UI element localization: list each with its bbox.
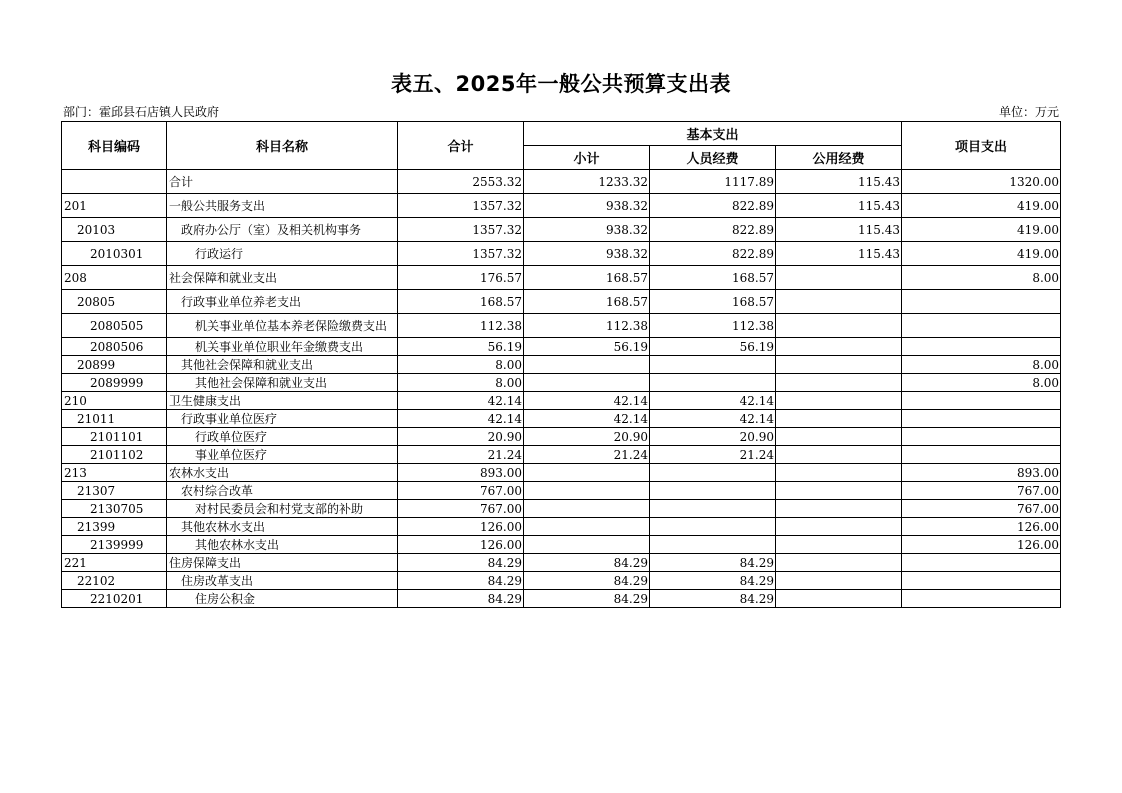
cell-name: 政府办公厅（室）及相关机构事务 bbox=[167, 218, 398, 242]
cell-total: 767.00 bbox=[398, 482, 524, 500]
cell-name: 机关事业单位职业年金缴费支出 bbox=[167, 338, 398, 356]
cell-personnel bbox=[650, 500, 776, 518]
table-row bbox=[62, 500, 1061, 518]
cell-public: 115.43 bbox=[776, 218, 902, 242]
table-row bbox=[62, 518, 1061, 536]
cell-personnel: 20.90 bbox=[650, 428, 776, 446]
cell-subtotal: 84.29 bbox=[524, 572, 650, 590]
cell-subtotal: 20.90 bbox=[524, 428, 650, 446]
cell-name: 行政事业单位医疗 bbox=[167, 410, 398, 428]
cell-project bbox=[902, 338, 1061, 356]
cell-project: 893.00 bbox=[902, 464, 1061, 482]
cell-total: 2553.32 bbox=[398, 170, 524, 194]
cell-personnel: 56.19 bbox=[650, 338, 776, 356]
cell-public bbox=[776, 356, 902, 374]
cell-total: 893.00 bbox=[398, 464, 524, 482]
cell-project: 8.00 bbox=[902, 374, 1061, 392]
cell-public: 115.43 bbox=[776, 170, 902, 194]
cell-personnel: 168.57 bbox=[650, 290, 776, 314]
table-row bbox=[62, 356, 1061, 374]
cell-project bbox=[902, 314, 1061, 338]
table-row bbox=[62, 482, 1061, 500]
cell-personnel: 1117.89 bbox=[650, 170, 776, 194]
cell-personnel: 84.29 bbox=[650, 554, 776, 572]
cell-code: 213 bbox=[62, 464, 167, 482]
cell-name: 行政单位医疗 bbox=[167, 428, 398, 446]
cell-public: 115.43 bbox=[776, 194, 902, 218]
cell-public bbox=[776, 410, 902, 428]
cell-name: 住房公积金 bbox=[167, 590, 398, 608]
header-total: 合计 bbox=[398, 122, 524, 170]
cell-public bbox=[776, 554, 902, 572]
cell-personnel bbox=[650, 374, 776, 392]
cell-public bbox=[776, 392, 902, 410]
cell-project: 419.00 bbox=[902, 194, 1061, 218]
cell-project bbox=[902, 554, 1061, 572]
cell-personnel bbox=[650, 536, 776, 554]
cell-subtotal: 56.19 bbox=[524, 338, 650, 356]
cell-subtotal: 938.32 bbox=[524, 218, 650, 242]
cell-total: 42.14 bbox=[398, 410, 524, 428]
cell-name: 其他社会保障和就业支出 bbox=[167, 356, 398, 374]
table-row bbox=[62, 392, 1061, 410]
cell-code: 2010301 bbox=[62, 242, 167, 266]
cell-public bbox=[776, 518, 902, 536]
cell-public bbox=[776, 446, 902, 464]
header-basic: 基本支出 bbox=[524, 122, 902, 146]
cell-code: 2089999 bbox=[62, 374, 167, 392]
cell-project: 1320.00 bbox=[902, 170, 1061, 194]
cell-code: 208 bbox=[62, 266, 167, 290]
cell-code: 2210201 bbox=[62, 590, 167, 608]
cell-code: 20899 bbox=[62, 356, 167, 374]
cell-personnel bbox=[650, 518, 776, 536]
cell-total: 21.24 bbox=[398, 446, 524, 464]
cell-total: 1357.32 bbox=[398, 194, 524, 218]
table-row bbox=[62, 218, 1061, 242]
cell-personnel: 84.29 bbox=[650, 572, 776, 590]
table-row bbox=[62, 374, 1061, 392]
cell-subtotal: 168.57 bbox=[524, 266, 650, 290]
cell-code: 20103 bbox=[62, 218, 167, 242]
cell-public bbox=[776, 572, 902, 590]
cell-code: 201 bbox=[62, 194, 167, 218]
cell-subtotal: 42.14 bbox=[524, 410, 650, 428]
cell-total: 176.57 bbox=[398, 266, 524, 290]
cell-subtotal bbox=[524, 518, 650, 536]
cell-total: 84.29 bbox=[398, 590, 524, 608]
header-personnel: 人员经费 bbox=[650, 146, 776, 170]
cell-subtotal bbox=[524, 536, 650, 554]
page-title: 表五、2025年一般公共预算支出表 bbox=[391, 72, 731, 96]
cell-subtotal: 84.29 bbox=[524, 554, 650, 572]
cell-personnel bbox=[650, 482, 776, 500]
cell-code: 21011 bbox=[62, 410, 167, 428]
cell-personnel bbox=[650, 464, 776, 482]
cell-project: 8.00 bbox=[902, 356, 1061, 374]
cell-name: 农林水支出 bbox=[167, 464, 398, 482]
cell-name: 合计 bbox=[167, 170, 398, 194]
cell-subtotal bbox=[524, 356, 650, 374]
budget-table bbox=[61, 121, 1061, 608]
header-code: 科目编码 bbox=[62, 122, 167, 170]
cell-public bbox=[776, 464, 902, 482]
table-row bbox=[62, 170, 1061, 194]
cell-code: 2101102 bbox=[62, 446, 167, 464]
cell-name: 其他农林水支出 bbox=[167, 536, 398, 554]
cell-code: 2130705 bbox=[62, 500, 167, 518]
cell-name: 住房改革支出 bbox=[167, 572, 398, 590]
cell-name: 住房保障支出 bbox=[167, 554, 398, 572]
cell-subtotal: 84.29 bbox=[524, 590, 650, 608]
cell-code: 221 bbox=[62, 554, 167, 572]
cell-subtotal: 112.38 bbox=[524, 314, 650, 338]
cell-personnel: 21.24 bbox=[650, 446, 776, 464]
cell-public bbox=[776, 314, 902, 338]
cell-name: 其他农林水支出 bbox=[167, 518, 398, 536]
table-row bbox=[62, 464, 1061, 482]
cell-project bbox=[902, 446, 1061, 464]
cell-subtotal: 938.32 bbox=[524, 194, 650, 218]
table-row bbox=[62, 290, 1061, 314]
cell-project bbox=[902, 428, 1061, 446]
cell-public bbox=[776, 338, 902, 356]
cell-name: 行政事业单位养老支出 bbox=[167, 290, 398, 314]
cell-name: 对村民委员会和村党支部的补助 bbox=[167, 500, 398, 518]
cell-code: 2139999 bbox=[62, 536, 167, 554]
cell-code: 20805 bbox=[62, 290, 167, 314]
cell-personnel: 168.57 bbox=[650, 266, 776, 290]
cell-total: 168.57 bbox=[398, 290, 524, 314]
header-project: 项目支出 bbox=[902, 122, 1061, 170]
cell-subtotal bbox=[524, 500, 650, 518]
cell-code: 22102 bbox=[62, 572, 167, 590]
cell-code: 2101101 bbox=[62, 428, 167, 446]
cell-total: 126.00 bbox=[398, 518, 524, 536]
cell-personnel: 84.29 bbox=[650, 590, 776, 608]
table-row bbox=[62, 536, 1061, 554]
cell-project: 126.00 bbox=[902, 518, 1061, 536]
table-row bbox=[62, 242, 1061, 266]
cell-name: 一般公共服务支出 bbox=[167, 194, 398, 218]
cell-total: 56.19 bbox=[398, 338, 524, 356]
cell-subtotal: 42.14 bbox=[524, 392, 650, 410]
table-row bbox=[62, 554, 1061, 572]
table-row bbox=[62, 314, 1061, 338]
cell-total: 84.29 bbox=[398, 572, 524, 590]
cell-project: 767.00 bbox=[902, 482, 1061, 500]
cell-public bbox=[776, 428, 902, 446]
cell-personnel: 42.14 bbox=[650, 410, 776, 428]
cell-name: 社会保障和就业支出 bbox=[167, 266, 398, 290]
cell-subtotal: 1233.32 bbox=[524, 170, 650, 194]
cell-name: 其他社会保障和就业支出 bbox=[167, 374, 398, 392]
cell-public bbox=[776, 500, 902, 518]
header-public: 公用经费 bbox=[776, 146, 902, 170]
cell-subtotal bbox=[524, 374, 650, 392]
cell-project: 126.00 bbox=[902, 536, 1061, 554]
cell-total: 1357.32 bbox=[398, 218, 524, 242]
cell-total: 126.00 bbox=[398, 536, 524, 554]
table-row bbox=[62, 590, 1061, 608]
cell-public bbox=[776, 374, 902, 392]
cell-total: 42.14 bbox=[398, 392, 524, 410]
cell-name: 行政运行 bbox=[167, 242, 398, 266]
cell-project bbox=[902, 590, 1061, 608]
table-row bbox=[62, 410, 1061, 428]
cell-total: 767.00 bbox=[398, 500, 524, 518]
cell-code bbox=[62, 170, 167, 194]
header-subtotal: 小计 bbox=[524, 146, 650, 170]
cell-project bbox=[902, 572, 1061, 590]
cell-code: 2080506 bbox=[62, 338, 167, 356]
cell-project bbox=[902, 410, 1061, 428]
unit-label: 单位：万元 bbox=[998, 105, 1059, 119]
department-label: 部门：霍邱县石店镇人民政府 bbox=[63, 105, 220, 119]
cell-name: 卫生健康支出 bbox=[167, 392, 398, 410]
cell-project bbox=[902, 290, 1061, 314]
cell-personnel: 822.89 bbox=[650, 194, 776, 218]
cell-subtotal bbox=[524, 464, 650, 482]
cell-code: 21399 bbox=[62, 518, 167, 536]
cell-subtotal: 168.57 bbox=[524, 290, 650, 314]
cell-public bbox=[776, 590, 902, 608]
table-body bbox=[62, 170, 1061, 608]
cell-total: 20.90 bbox=[398, 428, 524, 446]
cell-subtotal bbox=[524, 482, 650, 500]
cell-public bbox=[776, 290, 902, 314]
table-row bbox=[62, 266, 1061, 290]
cell-personnel: 42.14 bbox=[650, 392, 776, 410]
cell-public bbox=[776, 482, 902, 500]
table-row bbox=[62, 194, 1061, 218]
cell-total: 8.00 bbox=[398, 356, 524, 374]
table-row bbox=[62, 446, 1061, 464]
cell-project: 419.00 bbox=[902, 218, 1061, 242]
cell-personnel: 822.89 bbox=[650, 218, 776, 242]
cell-project: 8.00 bbox=[902, 266, 1061, 290]
cell-public: 115.43 bbox=[776, 242, 902, 266]
cell-total: 112.38 bbox=[398, 314, 524, 338]
table-row bbox=[62, 338, 1061, 356]
cell-total: 8.00 bbox=[398, 374, 524, 392]
cell-project: 767.00 bbox=[902, 500, 1061, 518]
header-name: 科目名称 bbox=[167, 122, 398, 170]
cell-name: 机关事业单位基本养老保险缴费支出 bbox=[167, 314, 398, 338]
cell-name: 农村综合改革 bbox=[167, 482, 398, 500]
table-row bbox=[62, 572, 1061, 590]
cell-project bbox=[902, 392, 1061, 410]
cell-code: 210 bbox=[62, 392, 167, 410]
cell-code: 2080505 bbox=[62, 314, 167, 338]
cell-name: 事业单位医疗 bbox=[167, 446, 398, 464]
cell-total: 1357.32 bbox=[398, 242, 524, 266]
cell-public bbox=[776, 536, 902, 554]
cell-personnel: 822.89 bbox=[650, 242, 776, 266]
cell-subtotal: 938.32 bbox=[524, 242, 650, 266]
cell-total: 84.29 bbox=[398, 554, 524, 572]
cell-subtotal: 21.24 bbox=[524, 446, 650, 464]
table-row bbox=[62, 428, 1061, 446]
cell-project: 419.00 bbox=[902, 242, 1061, 266]
cell-public bbox=[776, 266, 902, 290]
cell-code: 21307 bbox=[62, 482, 167, 500]
cell-personnel: 112.38 bbox=[650, 314, 776, 338]
cell-personnel bbox=[650, 356, 776, 374]
